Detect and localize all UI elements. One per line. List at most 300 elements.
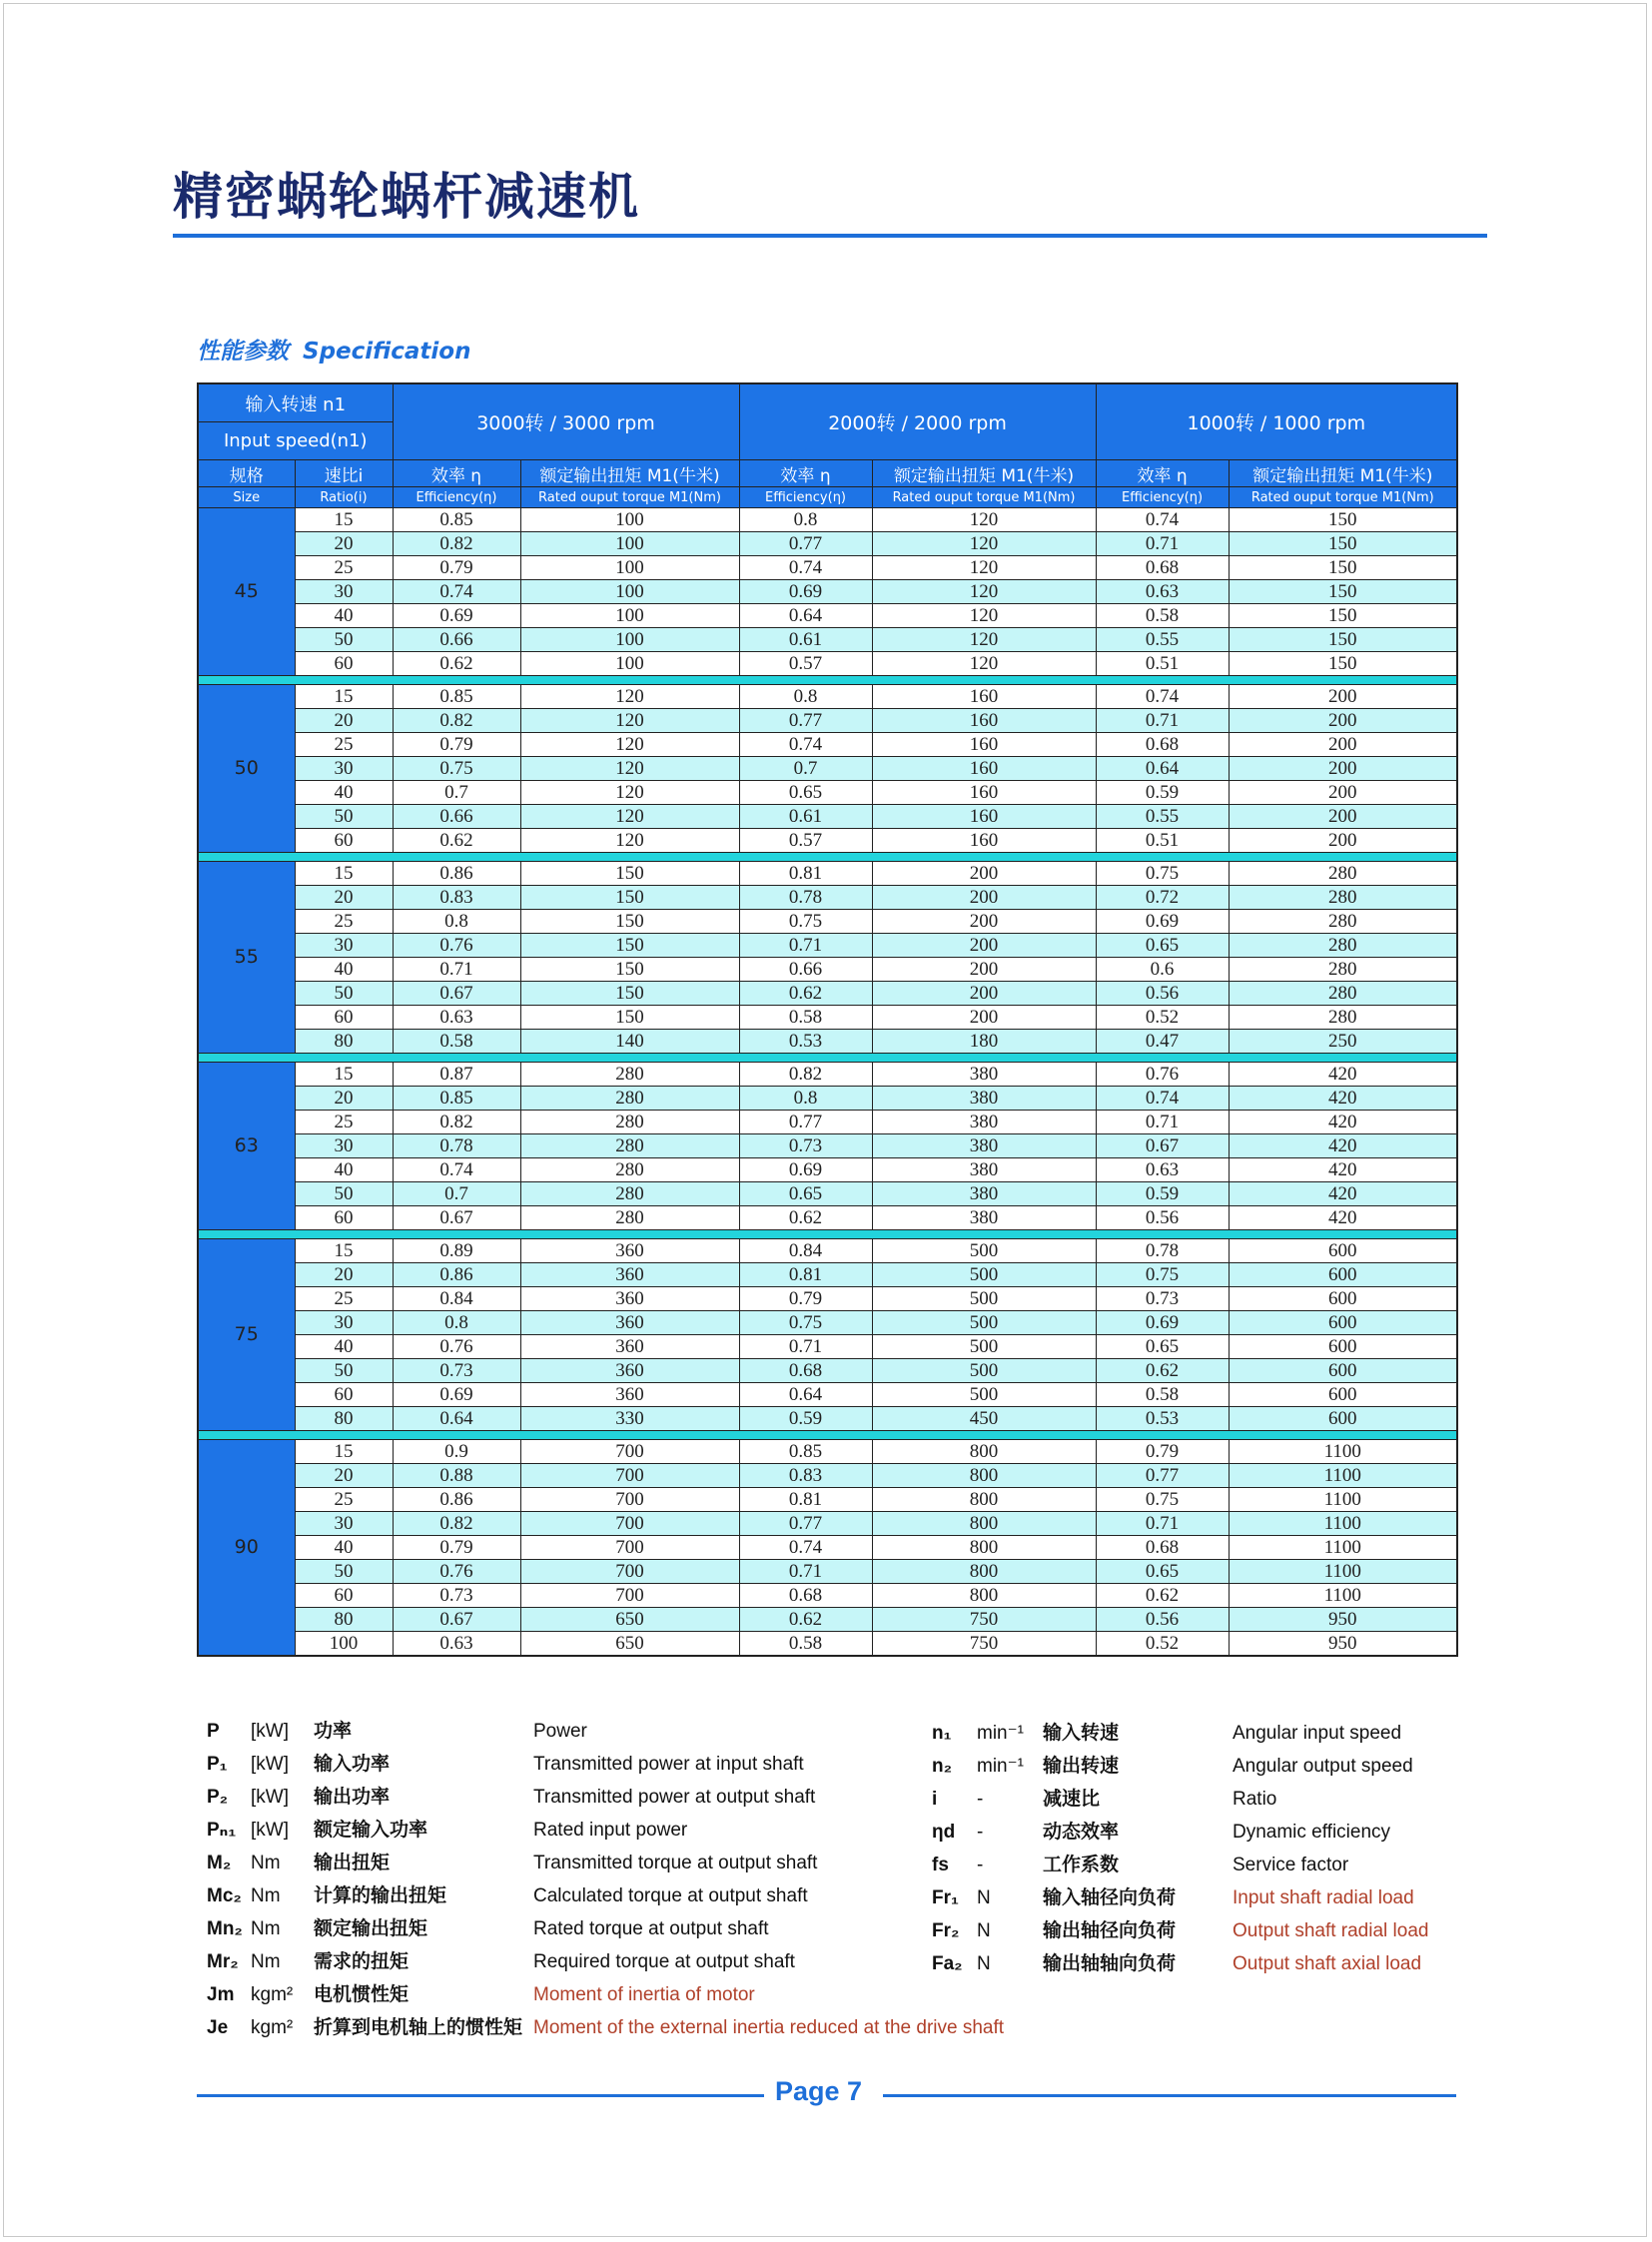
eff-1000-cell: 0.63 (1096, 1158, 1229, 1182)
torque-1000-cell: 950 (1229, 1632, 1457, 1657)
table-row (198, 805, 1457, 829)
eff-2000-cell: 0.81 (739, 1488, 872, 1512)
torque-2000-cell: 500 (872, 1263, 1096, 1287)
eff-1000-cell: 0.77 (1096, 1464, 1229, 1488)
legend-en: Input shaft radial load (1233, 1887, 1414, 1908)
legend-cn: 输出转速 (1043, 1756, 1120, 1777)
eff-1000-cell: 0.79 (1096, 1440, 1229, 1464)
torque-1000-cell: 280 (1229, 982, 1457, 1006)
legend-unit: [kW] (251, 1754, 289, 1775)
eff-3000-cell: 0.8 (393, 1311, 520, 1335)
torque-2000-cell: 160 (872, 733, 1096, 757)
torque-1000-cell: 420 (1229, 1182, 1457, 1206)
torque-3000-cell: 650 (520, 1608, 739, 1632)
torque-2000-cell: 200 (872, 934, 1096, 958)
eff-1000-cell: 0.71 (1096, 1111, 1229, 1134)
footer-line-right (883, 2094, 1456, 2097)
torque-1000-cell: 280 (1229, 934, 1457, 958)
torque-3000-cell: 100 (520, 532, 739, 556)
torque-3000-cell: 150 (520, 886, 739, 910)
table-row (198, 1536, 1457, 1560)
eff-3000-cell: 0.71 (393, 958, 520, 982)
legend-en: Angular input speed (1233, 1723, 1402, 1744)
torque-3000-cell: 150 (520, 934, 739, 958)
eff-3000-cell: 0.79 (393, 556, 520, 580)
eff-2000-cell: 0.75 (739, 910, 872, 934)
ratio-cell: 20 (295, 1464, 393, 1488)
legend-symbol: P₁ (207, 1754, 228, 1775)
torque-3000-cell: 360 (520, 1263, 739, 1287)
ratio-cell: 15 (295, 1063, 393, 1087)
ratio-cell: 30 (295, 1311, 393, 1335)
torque-1000-cell: 280 (1229, 862, 1457, 886)
torque-2000-cell: 200 (872, 958, 1096, 982)
legend-cn: 计算的输出扭矩 (314, 1885, 447, 1906)
torque-1000-cell: 150 (1229, 556, 1457, 580)
torque-3000-cell: 100 (520, 556, 739, 580)
legend-en: Ratio (1233, 1789, 1277, 1810)
torque-2000-cell: 160 (872, 781, 1096, 805)
legend-unit: Nm (251, 1885, 281, 1906)
ratio-cell: 50 (295, 1560, 393, 1584)
ratio-cell: 80 (295, 1407, 393, 1431)
legend-symbol: Fr₁ (932, 1887, 959, 1908)
eff-3000-cell: 0.82 (393, 532, 520, 556)
eff-3000-cell: 0.87 (393, 1063, 520, 1087)
ratio-cell: 20 (295, 1263, 393, 1287)
torque-2000-cell: 500 (872, 1359, 1096, 1383)
table-row (198, 685, 1457, 709)
ratio-cell: 30 (295, 1512, 393, 1536)
eff-3000-cell: 0.69 (393, 1383, 520, 1407)
legend-cn: 工作系数 (1043, 1855, 1120, 1875)
eff-3000-cell: 0.8 (393, 910, 520, 934)
table-row (198, 1335, 1457, 1359)
eff-2000-cell: 0.77 (739, 532, 872, 556)
eff-2000-cell: 0.81 (739, 862, 872, 886)
torque-1000-cell: 1100 (1229, 1536, 1457, 1560)
eff-2000-cell: 0.53 (739, 1030, 872, 1054)
torque-1000-cell: 280 (1229, 910, 1457, 934)
torque-1000-cell: 420 (1229, 1087, 1457, 1111)
eff-3000-cell: 0.62 (393, 652, 520, 676)
legend-symbol: M₂ (207, 1853, 232, 1873)
eff-1000-cell: 0.47 (1096, 1030, 1229, 1054)
section-heading-cn: 性能参数 (197, 339, 289, 365)
torque-1000-cell: 1100 (1229, 1560, 1457, 1584)
eff-2000-cell: 0.65 (739, 781, 872, 805)
table-row (198, 1182, 1457, 1206)
torque-1000-cell: 600 (1229, 1359, 1457, 1383)
torque-en-header-2000: Rated ouput torque M1(Nm) (872, 487, 1096, 508)
eff-1000-cell: 0.62 (1096, 1359, 1229, 1383)
legend-unit: N (977, 1887, 991, 1908)
eff-3000-cell: 0.73 (393, 1584, 520, 1608)
torque-1000-cell: 150 (1229, 628, 1457, 652)
legend-symbol: i (932, 1789, 938, 1810)
group-separator-bar (198, 1054, 1457, 1063)
eff-2000-cell: 0.78 (739, 886, 872, 910)
eff-1000-cell: 0.68 (1096, 733, 1229, 757)
torque-3000-cell: 120 (520, 757, 739, 781)
eff-1000-cell: 0.51 (1096, 652, 1229, 676)
torque-1000-cell: 200 (1229, 829, 1457, 853)
legend-symbol: Mr₂ (207, 1951, 239, 1972)
legend-unit: kgm² (251, 1984, 294, 2005)
ratio-cell: 20 (295, 1087, 393, 1111)
ratio-cell: 40 (295, 1335, 393, 1359)
torque-cn-header-2000: 额定输出扭矩 M1(牛米) (872, 460, 1096, 487)
table-row (198, 508, 1457, 532)
legend-en: Service factor (1233, 1855, 1349, 1875)
table-row (198, 781, 1457, 805)
eff-3000-cell: 0.73 (393, 1359, 520, 1383)
torque-2000-cell: 380 (872, 1134, 1096, 1158)
eff-2000-cell: 0.8 (739, 685, 872, 709)
eff-1000-cell: 0.53 (1096, 1407, 1229, 1431)
legend-unit: min⁻¹ (977, 1756, 1024, 1777)
legend-symbol: P (207, 1721, 220, 1742)
legend-symbol: Jm (207, 1984, 235, 2005)
eff-1000-cell: 0.74 (1096, 685, 1229, 709)
table-row (198, 1512, 1457, 1536)
eff-2000-cell: 0.71 (739, 934, 872, 958)
torque-3000-cell: 280 (520, 1206, 739, 1230)
eff-3000-cell: 0.66 (393, 628, 520, 652)
eff-2000-cell: 0.75 (739, 1311, 872, 1335)
group-separator (198, 1054, 1457, 1063)
ratio-cell: 15 (295, 862, 393, 886)
table-row (198, 628, 1457, 652)
size-cell: 63 (198, 1063, 295, 1230)
eff-cn-header-3000: 效率 η (393, 460, 520, 487)
torque-3000-cell: 120 (520, 733, 739, 757)
eff-2000-cell: 0.74 (739, 556, 872, 580)
legend-unit: kgm² (251, 2017, 294, 2038)
legend-en: Output shaft axial load (1233, 1953, 1422, 1974)
torque-2000-cell: 200 (872, 1006, 1096, 1030)
ratio-cell: 20 (295, 886, 393, 910)
eff-1000-cell: 0.67 (1096, 1134, 1229, 1158)
eff-1000-cell: 0.56 (1096, 982, 1229, 1006)
torque-1000-cell: 200 (1229, 685, 1457, 709)
size-cn-header: 规格 (198, 460, 295, 487)
legend-cn: 动态效率 (1043, 1822, 1120, 1843)
torque-cn-header-1000: 额定输出扭矩 M1(牛米) (1229, 460, 1457, 487)
legend-cn: 额定输出扭矩 (314, 1918, 428, 1939)
eff-1000-cell: 0.65 (1096, 1335, 1229, 1359)
eff-2000-cell: 0.64 (739, 1383, 872, 1407)
eff-2000-cell: 0.59 (739, 1407, 872, 1431)
table-row (198, 910, 1457, 934)
table-row (198, 1206, 1457, 1230)
eff-3000-cell: 0.76 (393, 934, 520, 958)
table-row (198, 862, 1457, 886)
eff-2000-cell: 0.64 (739, 604, 872, 628)
eff-2000-cell: 0.62 (739, 982, 872, 1006)
legend-en: Transmitted power at input shaft (533, 1754, 804, 1775)
torque-1000-cell: 280 (1229, 1006, 1457, 1030)
legend-en: Rated torque at output shaft (533, 1918, 769, 1939)
legend-symbol: fs (932, 1855, 949, 1875)
table-row (198, 1464, 1457, 1488)
torque-3000-cell: 120 (520, 829, 739, 853)
torque-1000-cell: 420 (1229, 1134, 1457, 1158)
eff-1000-cell: 0.69 (1096, 1311, 1229, 1335)
torque-2000-cell: 160 (872, 685, 1096, 709)
ratio-cell: 20 (295, 532, 393, 556)
torque-2000-cell: 120 (872, 580, 1096, 604)
torque-2000-cell: 380 (872, 1158, 1096, 1182)
table-row (198, 1006, 1457, 1030)
legend-symbol: n₁ (932, 1723, 952, 1744)
torque-1000-cell: 250 (1229, 1030, 1457, 1054)
torque-3000-cell: 700 (520, 1488, 739, 1512)
eff-3000-cell: 0.58 (393, 1030, 520, 1054)
torque-3000-cell: 280 (520, 1182, 739, 1206)
eff-1000-cell: 0.75 (1096, 1488, 1229, 1512)
eff-2000-cell: 0.57 (739, 829, 872, 853)
torque-3000-cell: 280 (520, 1063, 739, 1087)
eff-1000-cell: 0.74 (1096, 508, 1229, 532)
torque-3000-cell: 360 (520, 1311, 739, 1335)
eff-3000-cell: 0.64 (393, 1407, 520, 1431)
eff-3000-cell: 0.79 (393, 1536, 520, 1560)
table-row (198, 733, 1457, 757)
torque-3000-cell: 120 (520, 805, 739, 829)
title-rule (173, 234, 1487, 238)
eff-3000-cell: 0.67 (393, 1608, 520, 1632)
ratio-cell: 60 (295, 1006, 393, 1030)
torque-2000-cell: 800 (872, 1488, 1096, 1512)
table-row (198, 1063, 1457, 1087)
eff-1000-cell: 0.64 (1096, 757, 1229, 781)
eff-3000-cell: 0.86 (393, 862, 520, 886)
torque-3000-cell: 150 (520, 982, 739, 1006)
torque-3000-cell: 120 (520, 709, 739, 733)
legend-cn: 输出轴径向负荷 (1043, 1920, 1177, 1941)
eff-2000-cell: 0.85 (739, 1440, 872, 1464)
table-row (198, 1030, 1457, 1054)
torque-2000-cell: 380 (872, 1111, 1096, 1134)
torque-2000-cell: 800 (872, 1560, 1096, 1584)
legend-unit: N (977, 1920, 991, 1941)
torque-3000-cell: 280 (520, 1158, 739, 1182)
table-row (198, 1632, 1457, 1657)
eff-1000-cell: 0.63 (1096, 580, 1229, 604)
torque-2000-cell: 380 (872, 1206, 1096, 1230)
specification-table-body (198, 508, 1457, 1657)
legend-cn: 额定输入功率 (314, 1820, 428, 1841)
table-row (198, 1311, 1457, 1335)
legend-en: Rated input power (533, 1820, 688, 1841)
torque-1000-cell: 280 (1229, 886, 1457, 910)
ratio-cell: 60 (295, 829, 393, 853)
torque-1000-cell: 1100 (1229, 1464, 1457, 1488)
legend-unit: N (977, 1953, 991, 1974)
torque-1000-cell: 420 (1229, 1206, 1457, 1230)
speed-3000-header: 3000转 / 3000 rpm (393, 383, 739, 460)
legend-unit: Nm (251, 1951, 281, 1972)
torque-1000-cell: 600 (1229, 1263, 1457, 1287)
torque-2000-cell: 750 (872, 1608, 1096, 1632)
speed-1000-header: 1000转 / 1000 rpm (1096, 383, 1457, 460)
torque-1000-cell: 150 (1229, 604, 1457, 628)
eff-2000-cell: 0.79 (739, 1287, 872, 1311)
table-row (198, 580, 1457, 604)
eff-3000-cell: 0.85 (393, 685, 520, 709)
eff-2000-cell: 0.69 (739, 1158, 872, 1182)
eff-3000-cell: 0.82 (393, 1111, 520, 1134)
eff-3000-cell: 0.78 (393, 1134, 520, 1158)
torque-1000-cell: 420 (1229, 1158, 1457, 1182)
torque-3000-cell: 280 (520, 1087, 739, 1111)
eff-2000-cell: 0.71 (739, 1335, 872, 1359)
table-row (198, 886, 1457, 910)
torque-3000-cell: 150 (520, 958, 739, 982)
size-cell: 75 (198, 1239, 295, 1431)
torque-3000-cell: 700 (520, 1584, 739, 1608)
table-row (198, 757, 1457, 781)
ratio-cell: 40 (295, 781, 393, 805)
eff-1000-cell: 0.62 (1096, 1584, 1229, 1608)
eff-3000-cell: 0.76 (393, 1335, 520, 1359)
legend-en: Transmitted power at output shaft (533, 1787, 816, 1808)
ratio-cell: 60 (295, 1383, 393, 1407)
ratio-cell: 25 (295, 1287, 393, 1311)
torque-3000-cell: 100 (520, 604, 739, 628)
eff-1000-cell: 0.75 (1096, 862, 1229, 886)
legend-unit: - (977, 1855, 984, 1875)
legend-symbol: Pₙ₁ (207, 1820, 237, 1841)
table-row (198, 709, 1457, 733)
torque-2000-cell: 200 (872, 982, 1096, 1006)
torque-2000-cell: 380 (872, 1087, 1096, 1111)
torque-3000-cell: 360 (520, 1335, 739, 1359)
table-row (198, 1560, 1457, 1584)
torque-1000-cell: 600 (1229, 1239, 1457, 1263)
torque-3000-cell: 330 (520, 1407, 739, 1431)
torque-3000-cell: 700 (520, 1560, 739, 1584)
legend-en: Power (533, 1721, 587, 1742)
eff-3000-cell: 0.85 (393, 1087, 520, 1111)
eff-1000-cell: 0.55 (1096, 628, 1229, 652)
legend-symbol: Je (207, 2017, 229, 2038)
legend-cn: 输入功率 (314, 1754, 391, 1775)
legend-cn: 输出轴轴向负荷 (1043, 1953, 1177, 1974)
eff-3000-cell: 0.74 (393, 1158, 520, 1182)
torque-1000-cell: 1100 (1229, 1488, 1457, 1512)
eff-3000-cell: 0.79 (393, 733, 520, 757)
torque-2000-cell: 120 (872, 628, 1096, 652)
eff-2000-cell: 0.77 (739, 1512, 872, 1536)
torque-3000-cell: 150 (520, 862, 739, 886)
ratio-cell: 15 (295, 685, 393, 709)
legend-unit: - (977, 1789, 984, 1810)
ratio-cell: 15 (295, 1239, 393, 1263)
table-row (198, 1158, 1457, 1182)
eff-1000-cell: 0.58 (1096, 604, 1229, 628)
eff-2000-cell: 0.58 (739, 1006, 872, 1030)
ratio-cell: 50 (295, 982, 393, 1006)
eff-2000-cell: 0.82 (739, 1063, 872, 1087)
legend-unit: Nm (251, 1918, 281, 1939)
torque-2000-cell: 160 (872, 709, 1096, 733)
torque-2000-cell: 500 (872, 1287, 1096, 1311)
torque-1000-cell: 200 (1229, 781, 1457, 805)
torque-en-header-3000: Rated ouput torque M1(Nm) (520, 487, 739, 508)
eff-2000-cell: 0.74 (739, 1536, 872, 1560)
legend-symbol: Fa₂ (932, 1953, 963, 1974)
table-row (198, 1263, 1457, 1287)
legend-symbol: ηd (932, 1822, 956, 1843)
torque-2000-cell: 500 (872, 1239, 1096, 1263)
torque-3000-cell: 700 (520, 1536, 739, 1560)
torque-2000-cell: 800 (872, 1512, 1096, 1536)
torque-2000-cell: 380 (872, 1182, 1096, 1206)
table-row (198, 1134, 1457, 1158)
ratio-cell: 30 (295, 1134, 393, 1158)
legend-cn: 输出扭矩 (314, 1853, 391, 1873)
eff-1000-cell: 0.58 (1096, 1383, 1229, 1407)
table-row (198, 1359, 1457, 1383)
eff-2000-cell: 0.77 (739, 709, 872, 733)
torque-3000-cell: 100 (520, 580, 739, 604)
eff-2000-cell: 0.81 (739, 1263, 872, 1287)
ratio-cell: 60 (295, 1584, 393, 1608)
group-separator-bar (198, 853, 1457, 862)
torque-1000-cell: 1100 (1229, 1440, 1457, 1464)
torque-3000-cell: 700 (520, 1512, 739, 1536)
section-heading (197, 333, 470, 366)
torque-2000-cell: 120 (872, 532, 1096, 556)
size-cell: 50 (198, 685, 295, 853)
torque-en-header-1000: Rated ouput torque M1(Nm) (1229, 487, 1457, 508)
torque-2000-cell: 500 (872, 1383, 1096, 1407)
torque-2000-cell: 120 (872, 556, 1096, 580)
legend-symbol: n₂ (932, 1756, 953, 1777)
eff-3000-cell: 0.86 (393, 1488, 520, 1512)
torque-2000-cell: 450 (872, 1407, 1096, 1431)
table-row (198, 532, 1457, 556)
eff-1000-cell: 0.51 (1096, 829, 1229, 853)
torque-2000-cell: 200 (872, 910, 1096, 934)
torque-1000-cell: 950 (1229, 1608, 1457, 1632)
eff-1000-cell: 0.74 (1096, 1087, 1229, 1111)
legend-unit: min⁻¹ (977, 1723, 1024, 1744)
eff-1000-cell: 0.71 (1096, 532, 1229, 556)
legend-cn: 功率 (314, 1721, 353, 1742)
ratio-cell: 40 (295, 958, 393, 982)
torque-2000-cell: 160 (872, 757, 1096, 781)
eff-3000-cell: 0.76 (393, 1560, 520, 1584)
eff-3000-cell: 0.75 (393, 757, 520, 781)
legend-cn: 输出功率 (314, 1787, 391, 1808)
eff-1000-cell: 0.52 (1096, 1632, 1229, 1657)
table-row (198, 1608, 1457, 1632)
legend-cn: 电机惯性矩 (314, 1984, 410, 2005)
eff-1000-cell: 0.59 (1096, 1182, 1229, 1206)
eff-3000-cell: 0.89 (393, 1239, 520, 1263)
torque-2000-cell: 800 (872, 1440, 1096, 1464)
group-separator (198, 1230, 1457, 1239)
table-row (198, 1488, 1457, 1512)
torque-2000-cell: 120 (872, 652, 1096, 676)
eff-1000-cell: 0.65 (1096, 1560, 1229, 1584)
torque-3000-cell: 150 (520, 910, 739, 934)
eff-2000-cell: 0.8 (739, 1087, 872, 1111)
group-separator-bar (198, 1230, 1457, 1239)
